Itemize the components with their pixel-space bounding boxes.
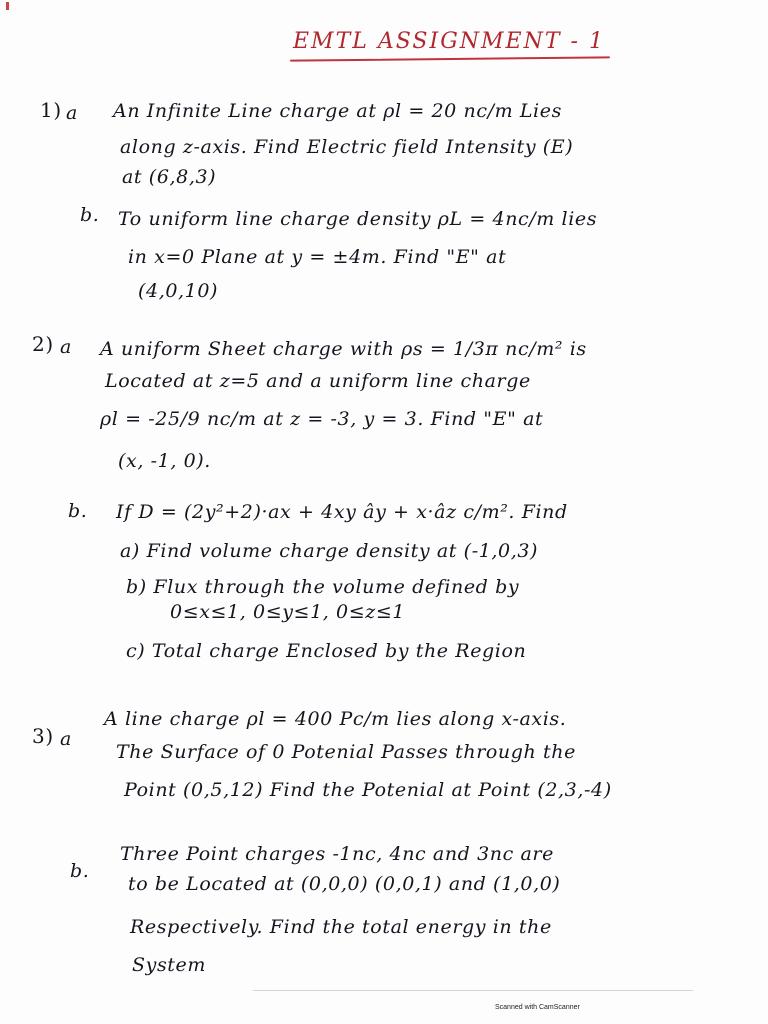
q2a-label: a [60,336,72,358]
q1b-label: b. [80,204,100,226]
q3a-line-2: The Surface of 0 Potenial Passes through the [116,741,576,763]
scanner-watermark: Scanned with CamScanner [495,1004,580,1011]
title-underline [290,56,610,61]
page-title: EMTL ASSIGNMENT - 1 [293,29,605,54]
q1b-line-3: (4,0,10) [138,280,219,302]
q1b-line-2: in x=0 Plane at y = ±4m. Find "E" at [128,246,507,268]
q1-number: 1) [40,98,62,122]
q2a-line-2: Located at z=5 and a uniform line charge [105,370,531,392]
q3b-line-1: Three Point charges -1nc, 4nc and 3nc are [120,843,554,865]
q2b-line-4: 0≤x≤1, 0≤y≤1, 0≤z≤1 [170,601,406,623]
q2b-line-5: c) Total charge Enclosed by the Region [126,640,527,662]
q2b-label: b. [68,500,88,522]
q1a-line-2: along z-axis. Find Electric field Intensity (E) [120,136,574,158]
corner-mark [6,2,9,10]
q1a-label: a [66,102,78,124]
q2a-line-3: ρl = -25/9 nc/m at z = -3, y = 3. Find "E" at [100,408,544,430]
q2a-line-1: A uniform Sheet charge with ρs = 1/3π nc/m² is [100,338,587,360]
q1a-line-3: at (6,8,3) [122,166,217,188]
q3a-line-3: Point (0,5,12) Find the Potenial at Point (2,3,-4) [124,779,612,801]
q3b-line-2: to be Located at (0,0,0) (0,0,1) and (1,0,0) [128,873,561,895]
q3a-line-1: A line charge ρl = 400 Pc/m lies along x-axis. [104,708,567,730]
q3a-label: a [60,728,72,750]
q3b-label: b. [70,860,90,882]
q3b-line-3: Respectively. Find the total energy in the [130,916,552,938]
q3-number: 3) [32,724,54,748]
q2b-line-1: If D = (2y²+2)·ax + 4xy ây + x·âz c/m². Find [116,501,568,523]
q3b-line-4: System [132,954,206,976]
q1b-line-1: To uniform line charge density ρL = 4nc/m lies [118,208,598,230]
q2-number: 2) [32,332,54,356]
q2b-line-3: b) Flux through the volume defined by [126,576,520,598]
q2a-line-4: (x, -1, 0). [118,450,211,472]
q1a-line-1: An Infinite Line charge at ρl = 20 nc/m Lies [113,100,562,122]
bottom-rule [253,990,693,991]
q2b-line-2: a) Find volume charge density at (-1,0,3) [120,540,539,562]
